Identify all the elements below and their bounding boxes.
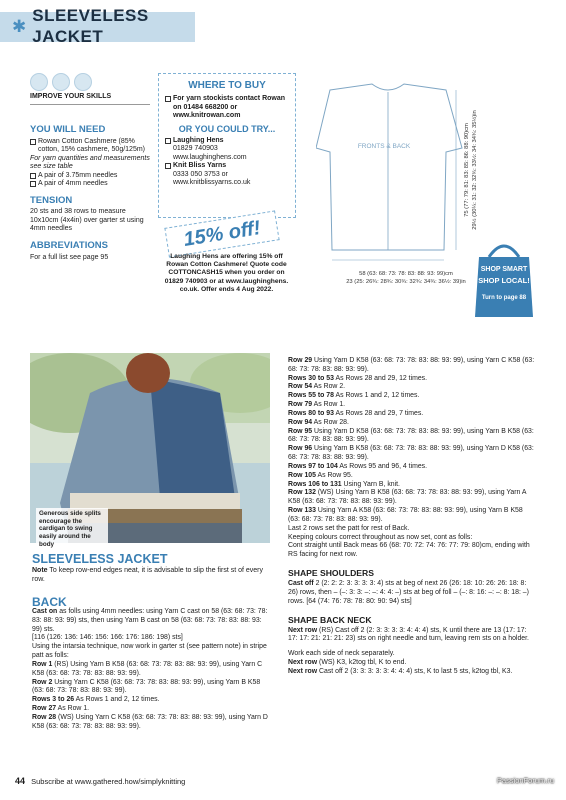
- checkbox-icon: [30, 139, 36, 145]
- right-instructions: [288, 357, 536, 677]
- yarn-text: Rowan Cotton Cashmere (85% cotton, 15% cashmere, 50g/125m): [38, 137, 146, 154]
- instruction-line: Row 94 As Row 28.: [288, 418, 349, 426]
- instruction-line: Row 54 As Row 2.: [288, 383, 346, 391]
- instruction-line: Keeping colours correct throughout as now set, cont as folls:: [288, 533, 473, 541]
- shop2-info: 0333 050 3753 or www.knitblissyarns.co.uk: [173, 170, 251, 187]
- page-title: SLEEVELESS JACKET: [32, 6, 149, 46]
- instruction-line: Cast off 2 (2: 2: 2: 3: 3: 3: 3: 4) sts at beg of next 26 (26: 18: 10: 26: 26: 18: 8: 26) rows, then – (–: 3: 3: –: –: 4: 4: –) sts at beg of foll – (–: 8: 16: –: –: 8: 18: –) rows. [64 (74: 76: 78: 78: 80: 90: 94) sts]: [288, 580, 529, 605]
- diagram-label: FRONTS & BACK: [357, 143, 411, 150]
- instruction-line: Rows 106 to 131 Using Yarn B, knit.: [288, 480, 400, 488]
- pattern-note: [32, 567, 272, 584]
- you-will-need-heading: YOU WILL NEED: [30, 124, 106, 135]
- shop2-name: [165, 162, 289, 171]
- photo-caption: Generous side splits encourage the cardigan to swing easily around the body: [36, 508, 108, 550]
- quantities-note: For yarn quantities and measurements see size table: [30, 154, 150, 171]
- checkbox-icon: [30, 173, 36, 179]
- materials-column: [30, 124, 152, 262]
- promo-box: [160, 215, 293, 325]
- bag-line2: SHOP LOCAL!: [478, 276, 530, 285]
- bag-line3: Turn to page 88: [481, 295, 527, 301]
- instruction-line: Next row (RS) Cast off 2 (2: 3: 3: 3: 3: 4: 4: 4) sts, K until there are 13 (17: 17: 17: 17: 21: 21: 21: 23) sts on right needle and turn, leaving rem sts on a holder.: [288, 626, 529, 643]
- shop1-name-text: Laughing Hens: [173, 136, 224, 144]
- skills-panel: [30, 73, 150, 105]
- instruction-line: Row 133 Using Yarn A K58 (63: 68: 73: 78: 83: 88: 93: 99), using Yarn B K58 (63: 68: 73: 78: 83: 88: 93: 99).: [288, 507, 523, 523]
- instruction-line: Row 27 As Row 1.: [32, 705, 90, 713]
- instruction-line: Row 79 As Row 1.: [288, 401, 346, 409]
- instruction-line: Row 2 Using Yarn C K58 (63: 68: 73: 78: 83: 88: 93: 99), using Yarn B K58 (63: 68: 73: 78: 83: 88: 93: 99).: [32, 678, 261, 695]
- skill-level-icons: [30, 73, 150, 91]
- length-in: 29½ (30¼: 31: 32: 32¾: 33½: 34: 34¾: 35½)in: [472, 110, 478, 230]
- where-to-buy-box: [158, 73, 296, 218]
- tension-heading: TENSION: [30, 194, 73, 206]
- instruction-line: Cont straight until Back meas 66 (68: 70: 72: 74: 76: 77: 79: 80)cm, ending with RS facing for next row.: [288, 542, 530, 559]
- instruction-line: Row 95 Using Yarn D K58 (63: 68: 73: 78: 83: 88: 93: 99), using Yarn B K58 (63: 68: 73: 78: 83: 88: 93: 99).: [288, 427, 534, 444]
- shop2-name-text: Knit Bliss Yarns: [173, 162, 227, 170]
- length-cm: 75 (77: 79: 81: 83: 85: 86: 88: 90)cm: [464, 123, 470, 217]
- instruction-line: Rows 97 to 104 As Rows 95 and 96, 4 times.: [288, 462, 428, 470]
- instruction-line: Row 96 Using Yarn B K58 (63: 68: 73: 78: 83: 88: 93: 99), using Yarn D K58 (63: 68: 73: 78: 83: 88: 93: 99).: [288, 445, 534, 462]
- page-number: 44: [15, 776, 26, 786]
- watermark: PassionForum.ru: [496, 776, 554, 785]
- discount-ribbon: 15% off!: [164, 210, 279, 257]
- abbreviations-heading: ABBREVIATIONS: [30, 239, 108, 251]
- width-cm: 58 (63: 68: 73: 78: 83: 88: 93: 99)cm: [359, 271, 453, 277]
- needles-text: A pair of 3.75mm needles: [38, 171, 118, 179]
- skill-circle-icon: [52, 73, 70, 91]
- instruction-line: Row 105 As Row 95.: [288, 471, 353, 479]
- instruction-line: Rows 30 to 53 As Rows 28 and 29, 12 times.: [288, 374, 428, 382]
- checkbox-icon: [30, 181, 36, 187]
- promo-text: Laughing Hens are offering 15% off Rowan Cotton Cashmere! Quote code COTTONCASH15 when you order on 01829 740903 or at www.laughinghens. co.uk. Offer ends 4 Aug 2022.: [164, 253, 289, 293]
- instruction-line: Rows 55 to 78 As Rows 1 and 2, 12 times.: [288, 392, 420, 400]
- abbreviations-text: For a full list see page 95: [30, 253, 109, 261]
- pattern-title: SLEEVELESS JACKET: [32, 552, 168, 566]
- instruction-line: Next row (WS) K3, k2tog tbl, K to end.: [288, 659, 407, 667]
- star-icon: ✱: [12, 16, 27, 36]
- needles-item-1: [30, 172, 152, 181]
- subscribe-link[interactable]: Subscribe at www.gathered.how/simplyknitting: [31, 777, 186, 786]
- instruction-line: Last 2 rows set the patt for rest of Back.: [288, 524, 410, 532]
- instruction-line: Next row Cast off 2 (3: 3: 3: 3: 3: 4: 4: 4) sts, K to last 5 sts, k2tog tbl, K3.: [288, 667, 513, 675]
- instruction-line: Row 28 (WS) Using Yarn C K58 (63: 68: 73: 78: 83: 88: 93: 99), using Yarn D K58 (63: 68: 73: 78: 83: 88: 93: 99).: [32, 713, 268, 730]
- skills-label: IMPROVE YOUR SKILLS: [30, 93, 112, 100]
- instruction-line: Cast on as folls using 4mm needles: using Yarn C cast on 58 (63: 68: 73: 78: 83: 88: 93: 99) sts, then using Yarn B cast on 58 (63: 68: 73: 78: 83: 88: 93: 99) sts.: [32, 608, 268, 633]
- instruction-line: Row 132 (WS) Using Yarn B K58 (63: 68: 73: 78: 83: 88: 93: 99), using Yarn A K58 (63: 68: 73: 78: 83: 88: 93: 99).: [288, 489, 527, 506]
- tension-text: 20 sts and 38 rows to measure 10x10cm (4x4in) over garter st using 4mm needles: [30, 208, 144, 233]
- neck-heading: SHAPE BACK NECK: [288, 614, 372, 625]
- or-try-heading: OR YOU COULD TRY...: [178, 123, 276, 134]
- shop1-name: [165, 137, 289, 146]
- note-label: Note: [32, 567, 48, 574]
- instruction-line: Work each side of neck separately.: [288, 650, 395, 658]
- instruction-line: Row 29 Using Yarn D K58 (63: 68: 73: 78: 83: 88: 93: 99), using Yarn C K58 (63: 68: 73: 78: 83: 88: 93: 99).: [288, 357, 535, 373]
- instruction-line: Rows 3 to 26 As Rows 1 and 2, 12 times.: [32, 696, 160, 704]
- instruction-line: Row 1 (RS) Using Yarn B K58 (63: 68: 73: 78: 83: 88: 93: 99), using Yarn C K58 (63: 68: 73: 78: 83: 88: 93: 99).: [32, 660, 263, 677]
- skill-circle-icon: [74, 73, 92, 91]
- note-text: To keep row-end edges neat, it is advisable to slip the first st of every row.: [32, 567, 263, 583]
- shoulders-heading: SHAPE SHOULDERS: [288, 568, 374, 579]
- shop-local-bag-icon: [473, 237, 535, 319]
- instruction-line: [116 (126: 136: 146: 156: 166: 176: 186: 198) sts]: [32, 634, 183, 642]
- instruction-line: Using the intarsia technique, now work in garter st (see pattern note) in stripe patt as folls:: [32, 643, 267, 660]
- instruction-line: Rows 80 to 93 As Rows 28 and 29, 7 times.: [288, 409, 424, 417]
- checkbox-icon: [165, 138, 171, 144]
- back-heading: BACK: [32, 595, 67, 609]
- page-header: [0, 6, 195, 46]
- back-instructions: [32, 608, 272, 732]
- yarn-item: [30, 138, 152, 155]
- needles-item-2: [30, 180, 152, 189]
- rowan-text: For yarn stockists contact Rowan on 01484 668200 or www.knitrowan.com: [173, 95, 286, 120]
- skill-circle-icon: [30, 73, 48, 91]
- rowan-contact: [165, 95, 289, 121]
- where-to-buy-heading: WHERE TO BUY: [188, 80, 266, 91]
- shop1-info: 01829 740903 www.laughinghens.com: [173, 145, 247, 161]
- page-footer: [15, 776, 185, 787]
- checkbox-icon: [165, 96, 171, 102]
- needles-text: A pair of 4mm needles: [38, 180, 108, 188]
- garment-diagram: [316, 78, 486, 288]
- width-in: 23 (25: 26¾: 28¾: 30¾: 32¾: 34¾: 36½: 39)in: [346, 279, 466, 285]
- bag-line1: SHOP SMART: [480, 266, 528, 273]
- checkbox-icon: [165, 163, 171, 169]
